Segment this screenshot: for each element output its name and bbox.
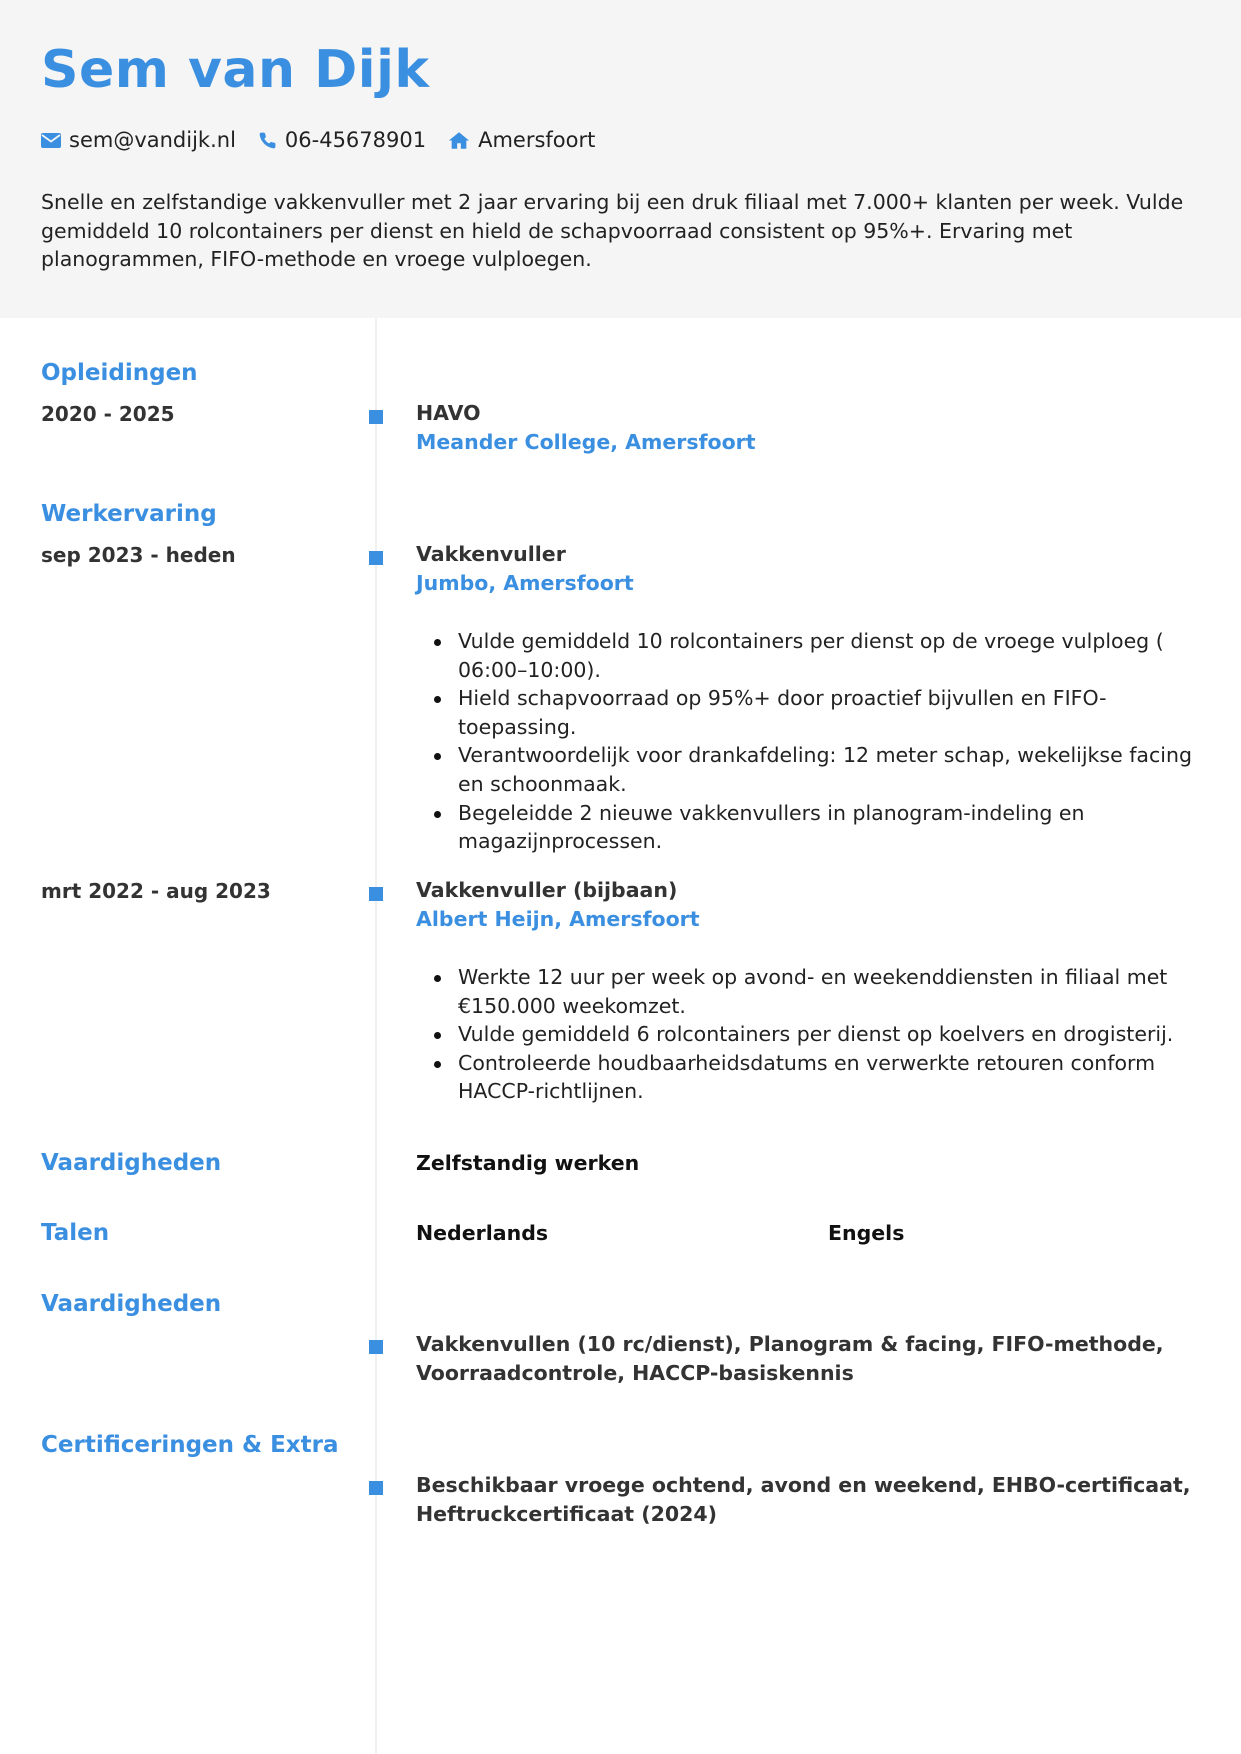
education-degree: HAVO: [416, 401, 481, 425]
language-item: Engels: [828, 1221, 905, 1245]
list-item: Vulde gemiddeld 6 rolcontainers per dienst op koelvers en drogisterij.: [416, 1020, 1206, 1049]
list-item: Verantwoordelijk voor drankafdeling: 12 meter schap, wekelijkse facing en schoonmaak.: [416, 741, 1206, 798]
timeline-divider: [375, 318, 377, 1754]
timeline-marker: [369, 887, 383, 901]
education-date: 2020 - 2025: [41, 402, 175, 426]
phone-text: 06-45678901: [284, 128, 427, 152]
contact-email: [41, 128, 236, 152]
section-title-certifications: Certificeringen & Extra: [41, 1432, 339, 1458]
contact-location: [448, 128, 595, 152]
education-school: Meander College, Amersfoort: [416, 430, 756, 454]
home-icon: [448, 131, 470, 150]
job-employer: Albert Heijn, Amersfoort: [416, 907, 700, 931]
contact-row: [41, 128, 617, 152]
contact-phone: [258, 128, 426, 152]
job-achievements: [416, 627, 1206, 856]
email-text: sem@vandijk.nl: [69, 128, 236, 152]
timeline-marker: [369, 410, 383, 424]
job-employer: Jumbo, Amersfoort: [416, 571, 634, 595]
section-title-skills-2: Vaardigheden: [41, 1291, 222, 1317]
candidate-name: Sem van Dijk: [41, 40, 430, 100]
skills-list: Vakkenvullen (10 rc/dienst), Planogram & facing, FIFO-methode, Voorraadcontrole, HACCP-basiskennis: [416, 1332, 1164, 1385]
language-item: Nederlands: [416, 1221, 549, 1245]
certifications-text: Beschikbaar vroege ochtend, avond en weekend, EHBO-certificaat, Heftruckcertificaat (2024): [416, 1473, 1191, 1526]
profile-summary: Snelle en zelfstandige vakkenvuller met 2 jaar ervaring bij een druk filiaal met 7.000+ klanten per week. Vulde gemiddeld 10 rolcontainers per dienst en hield de schapvoorraad consistent op 95%+. Ervaring met planogrammen, FIFO-methode en vroege vulploegen.: [41, 190, 1184, 271]
location-text: Amersfoort: [478, 128, 596, 152]
section-title-experience: Werkervaring: [41, 501, 217, 527]
section-title-education: Opleidingen: [41, 360, 198, 386]
job-date: sep 2023 - heden: [41, 543, 236, 567]
list-item: Hield schapvoorraad op 95%+ door proactief bijvullen en FIFO-toepassing.: [416, 684, 1206, 741]
timeline-marker: [369, 551, 383, 565]
list-item: Vulde gemiddeld 10 rolcontainers per dienst op de vroege vulploeg ( 06:00–10:00).: [416, 627, 1206, 684]
timeline-marker: [369, 1481, 383, 1495]
section-title-skills: Vaardigheden: [41, 1150, 222, 1176]
section-title-languages: Talen: [41, 1220, 110, 1246]
job-achievements: [416, 963, 1206, 1106]
phone-icon: [258, 131, 277, 150]
timeline-marker: [369, 1340, 383, 1354]
skill-item: Zelfstandig werken: [416, 1151, 640, 1175]
list-item: Controleerde houdbaarheidsdatums en verwerkte retouren conform HACCP-richtlijnen.: [416, 1049, 1206, 1106]
list-item: Werkte 12 uur per week op avond- en weekenddiensten in filiaal met €150.000 weekomzet.: [416, 963, 1206, 1020]
job-date: mrt 2022 - aug 2023: [41, 879, 271, 903]
job-title: Vakkenvuller: [416, 542, 566, 566]
list-item: Begeleidde 2 nieuwe vakkenvullers in planogram-indeling en magazijnprocessen.: [416, 799, 1206, 856]
header: [0, 0, 1241, 318]
envelope-icon: [41, 133, 61, 148]
job-title: Vakkenvuller (bijbaan): [416, 878, 678, 902]
